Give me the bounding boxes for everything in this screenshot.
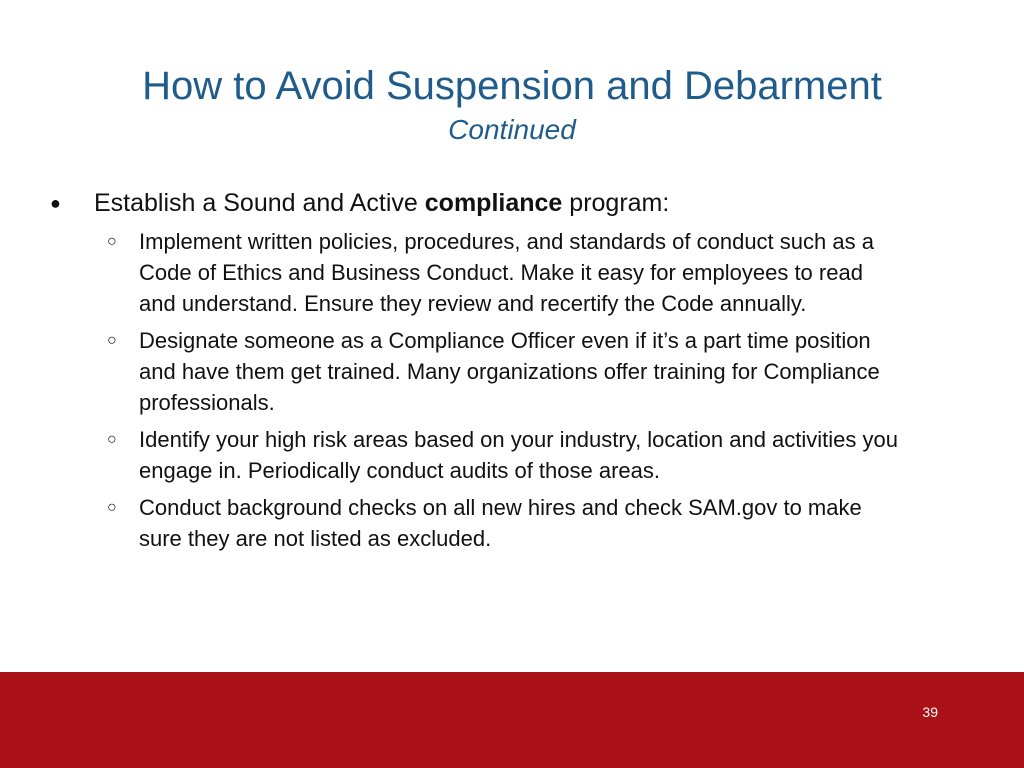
filled-bullet-icon: ● xyxy=(50,193,61,213)
hollow-bullet-icon: ○ xyxy=(107,431,117,448)
sub-bullet-item xyxy=(105,226,905,319)
sub-bullet-text: Conduct background checks on all new hires and check SAM.gov to make sure they are not listed as excluded. xyxy=(139,495,862,551)
hollow-bullet-icon: ○ xyxy=(107,499,117,516)
hollow-bullet-icon: ○ xyxy=(107,332,117,349)
sub-bullet-item xyxy=(105,492,905,554)
page-number: 39 xyxy=(922,704,938,720)
hollow-bullet-icon: ○ xyxy=(107,233,117,250)
sub-bullet-item xyxy=(105,325,905,418)
slide-subtitle: Continued xyxy=(448,114,576,145)
sub-bullet-text: Identify your high risk areas based on your industry, location and activities you engage in. Periodically conduct audits of those areas. xyxy=(139,427,898,483)
bullet-text-after: program: xyxy=(562,189,670,217)
bullet-text-before: Establish a Sound and Active xyxy=(94,189,425,217)
slide-title: How to Avoid Suspension and Debarment xyxy=(142,64,882,108)
sub-bullet-list xyxy=(105,226,905,560)
main-bullet-text xyxy=(94,186,669,220)
footer-bar xyxy=(0,672,1024,768)
sub-bullet-text: Designate someone as a Compliance Officer even if it’s a part time position and have them get trained. Many organizations offer training for Compliance professionals. xyxy=(139,328,880,415)
sub-bullet-item xyxy=(105,424,905,486)
sub-bullet-text: Implement written policies, procedures, and standards of conduct such as a Code of Ethics and Business Conduct. Make it easy for employees to read and understand. Ensure they review and recertify the Code annually. xyxy=(139,229,874,316)
bullet-text-bold: compliance xyxy=(424,189,563,217)
